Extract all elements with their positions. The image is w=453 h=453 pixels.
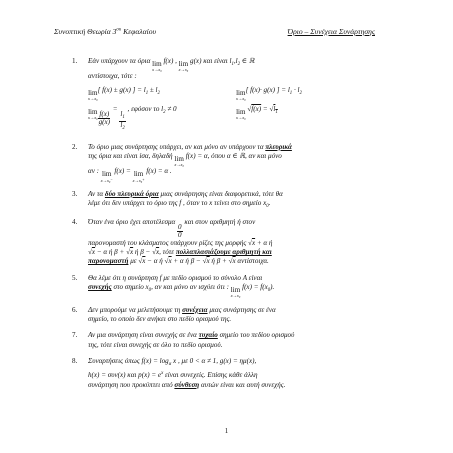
list-item: 5. Θα λέμε ότι η συνάρτηση f με πεδίο ορισμού το σύνολο A είναι συνεχής στο σημείο $x_0$, αν και μόνο αν ισχύει ότι : lim x→x₀ $f(x) = f(x_0)$.: [72, 273, 275, 299]
list-item: 3. Αν τα δύο πλευρικά όρια μιας συνάρτησης είναι διαφορετικά, τότε θα λέμε ότι δεν υπάρχει το όριο της f , όταν το x τείνει στο σημείο $x_0$.: [72, 189, 283, 210]
header-left-title: Συνοπτική Θεωρία $3^{o\upsilon}$ Κεφαλαίου: [54, 27, 156, 36]
page-number: 1: [224, 427, 229, 435]
list-item: 7. Αν μια συνάρτηση είναι συνεχής σε ένα τυχαίο σημείο του πεδίου ορισμού της, τότε είναι συνεχής σε όλο το πεδίο ορισμού.: [72, 331, 295, 349]
list-item: 6. Δεν μπορούμε να μελετήσουμε τη συνέχεια μιας συνάρτησης σε ένα σημείο, το οποίο δεν ανήκει στο πεδίο ορισμού της.: [72, 305, 276, 323]
list-item: 1. Εάν υπάρχουν τα όρια lim x→x₀ f(x) , lim x→x₀ g(x) και είναι $l_1,l_2$ ∈ ℝ αντίστοιχα, τότε : lim x→x₀ [ f(x) ± g(x) ] = $l_1 \pm l_2$ lim x→x₀ [ f(x)· g(x) ] = $l_1 \cdot l_2$ lim x→x₀ $\frac{f(x)}{g(x)}$ = $\frac{l_1}{l_2}$ , εφόσον το $l_2 \ne 0$ lim x→x₀ $√f(x) = √l_1$: [72, 57, 302, 131]
theory-list: [72, 57, 384, 397]
list-item: 8. Συναρτήσεις όπως $f(x) = \log_\alpha x$ , με 0 < α ≠ 1, g(x) = ημ(x), h(x) = συν(x) και $p(x) = e^x$ είναι συνεχείς. Επίσης κάθε άλλη συνάρτηση που προκύπτει από σύνθεση αυτών είναι και αυτή συνεχής.: [72, 357, 286, 389]
list-item: 2. Το όριο μιας συνάρτησης υπάρχει, αν και μόνο αν υπάρχουν τα πλευρικά της όρια και είναι ίσα, δηλαδή lim x→x₀ f(x) = α, όπου α ∈ ℝ, αν και μόνο αν : lim x→x₀⁻ f(x) = lim x→x₀⁺ f(x) = α .: [72, 142, 292, 183]
list-item: 4. Όταν ένα όριο έχει αποτέλεσμα $\frac{0}{0}$ και στον αριθμητή ή στον παρονομαστή του κλάσματος υπάρχουν ρίζες της μορφής √x + α ή √x − α ή β + √x ή β − √x, τότε πολλαπλασιάζουμε αριθμητή και παρονομαστή με √x − α ή √x + α ή β − √x ή β + √x αντίστοιχα.: [72, 217, 273, 266]
page-header: [54, 27, 375, 36]
header-right-title: Όριο – Συνέχεια Συνάρτησης: [287, 27, 375, 36]
